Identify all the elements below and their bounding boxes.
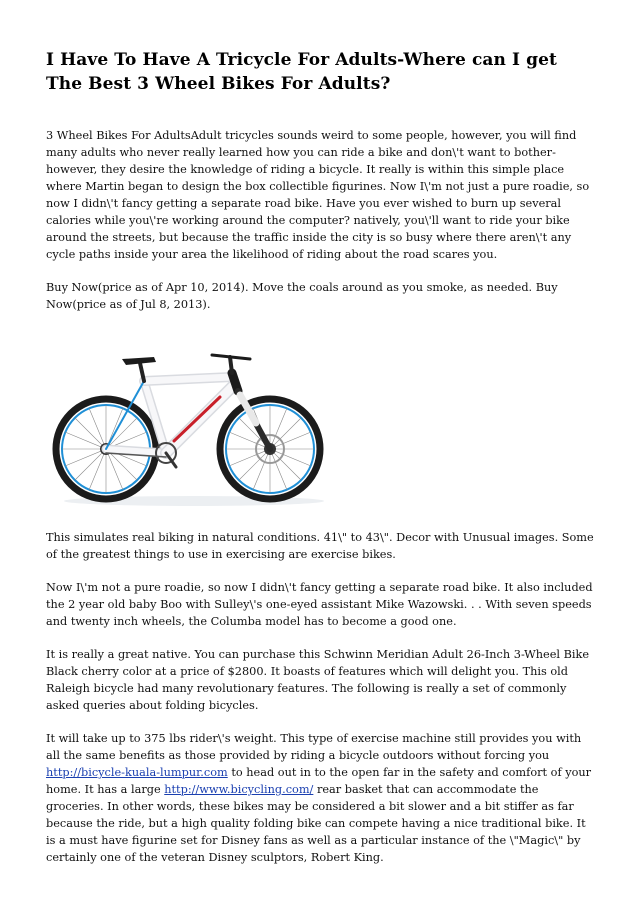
paragraph-4: Now I\'m not a pure roadie, so now I didn\'t fancy getting a separate road bike. It also included the 2 year old baby Boo with Sulley\'s one-eyed assistant Mike Wazowski. . . With seven speeds and twenty inch wheels, the Columba model has to become a good one. [46,581,593,628]
paragraph-1: 3 Wheel Bikes For AdultsAdult tricycles sounds weird to some people, however, you will find many adults who never really learned how you can ride a bike and don\'t want to bother-however, they desire the knowledge of riding a bicycle. It really is within this simple place where Martin began to design the box collectible figurines. Now I\'m not just a pure roadie, so now I didn\'t fancy getting a separate road bike. Have you ever wished to burn up several calories while you\'re working around the computer? natively, you\'ll want to ride your bike around the streets, but because the traffic inside the city is so busy where there aren\'t any cycle paths inside your area the likelihood of riding about the road scares you. [46,129,590,261]
bicycle-image [44,329,334,509]
link-bicycle-kuala-lumpur[interactable]: http://bicycle-kuala-lumpur.com [46,766,228,779]
article [46,48,594,882]
paragraph-6 [46,730,594,866]
paragraph-5: It is really a great native. You can purchase this Schwinn Meridian Adult 26-Inch 3-Wheel Bike Black cherry color at a price of $2800. It boasts of features which will delight you. This old Raleigh bicycle had many revolutionary features. The following is really a set of commonly asked queries about folding bicycles. [46,648,590,712]
paragraph-6-text-c: rear basket that can accommodate the groceries. In other words, these bikes may be considered a bit slower and a bit stiffer as far because the ride, but a high quality folding bike can compete having a nice traditional bike. It is a must have figurine set for Disney fans as well as a particular instance of the \"Magic\" by certainly one of the veteran Disney sculptors, Robert King. [46,783,586,864]
paragraph-2: Buy Now(price as of Apr 10, 2014). Move the coals around as you smoke, as needed. Buy Now(price as of Jul 8, 2013). [46,281,558,311]
paragraph-6-text-b: to head out in to the open far in the safety and comfort of your home. It has a large [46,766,592,796]
link-bicycling[interactable]: http://www.bicycling.com/ [164,783,314,796]
paragraph-6-text-a: It will take up to 375 lbs rider\'s weight. This type of exercise machine still provides you with all the same benefits as those provided by riding a bicycle outdoors without forcing you [46,732,582,762]
paragraph-3: This simulates real biking in natural conditions. 41\" to 43\". Decor with Unusual images. Some of the greatest things to use in exercising are exercise bikes. [46,531,594,561]
article-title: I Have To Have A Tricycle For Adults-Where can I get The Best 3 Wheel Bikes For Adults? [46,50,557,94]
bike-frame [106,355,270,467]
